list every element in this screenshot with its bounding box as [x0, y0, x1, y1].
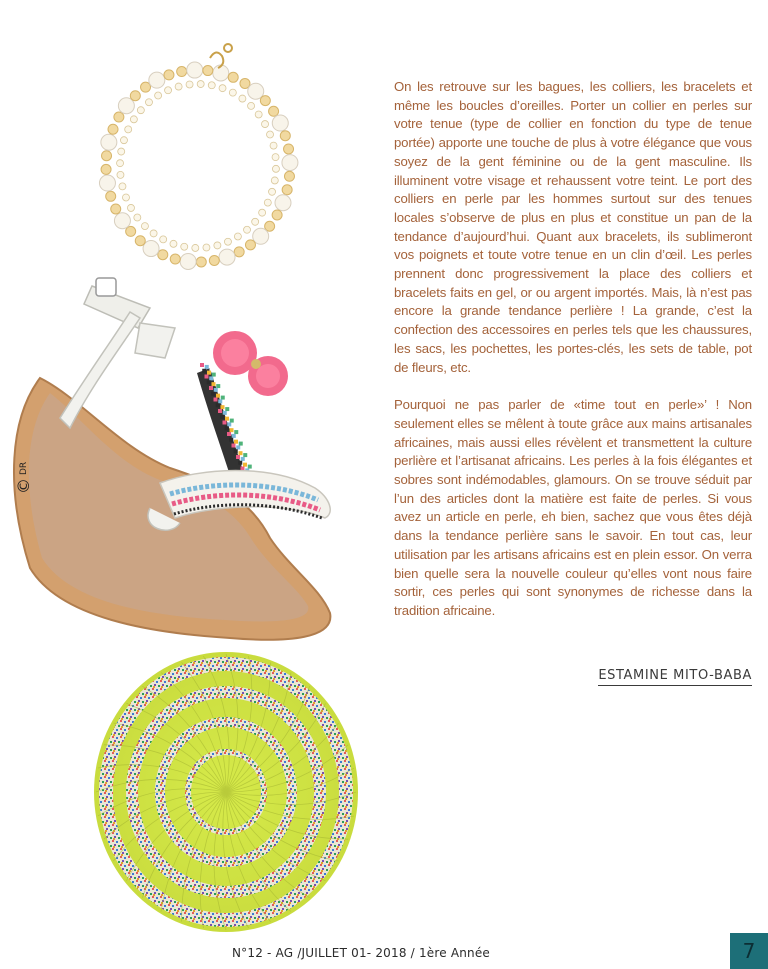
article-paragraph-2: Pourquoi ne pas parler de «time tout en perle»’ ! Non seulement elles se mêlent à toute grâce aux mains artisanales africaines, mais aussi elles révèlent et transmettent la culture perlière et l’artisanat africains. Les perles à la fois élégantes et sobres sont indémodables, glamours. On se trouve séduit par l’un des articles dont la matière est faite de perles. Si vous avez un article en perle, eh bien, sachez que vous êtes déjà dans la tendance perlière sans le savoir. En tout cas, leur utilisation par les artisans africains est en plein essor. On verra bien quelle sera la nouvelle couleur qu’elles vont nous faire sortir, ces perles qui sont synonymes de richesse dans la tradition africaine. [394, 397, 752, 618]
article-paragraph-1: On les retrouve sur les bagues, les colliers, les bracelets et même les boucles d’oreilles. Porter un collier en perles sur votre tenue (type de collier en fonction du type de tenue portée) apporte une touche de plus à votre élégance que vous soyez de la gent féminine ou de la gent masculine. Ils illuminent votre visage et rehaussent votre teint. Le port des colliers en perle par les hommes surtout sur des tenues locales s’observe de plus en plus et constitue un pan de la tendance d’aujourd’hui. Quant aux bracelets, ils sublimeront vos poignets et toute votre tenue en un clin d’œil. Les perles prennent donc progressivement la place des colliers et bracelets faits en gel, or ou argent importés. Mais, là n’est pas encore la grande tendance perlière ! La grande, c’est la confection des accessoires en perles tels que les chaussures, les sacs, les pochettes, les portes-clés, les sets de table, pot de fleurs, etc. [394, 79, 752, 375]
issue-footer: N°12 - AG /JUILLET 01- 2018 / 1ère Année [232, 946, 491, 960]
article-body [394, 78, 752, 640]
beaded-sandal-image [0, 268, 345, 658]
copyright-icon: © [14, 478, 33, 494]
pearl-necklace-image [80, 36, 320, 276]
beaded-placemat-image [88, 640, 368, 940]
photo-credit [16, 462, 32, 494]
page-number-badge: 7 [730, 933, 768, 969]
photo-credit-text: DR [19, 461, 29, 475]
author-signature: ESTAMINE MITO-BABA [598, 668, 752, 686]
